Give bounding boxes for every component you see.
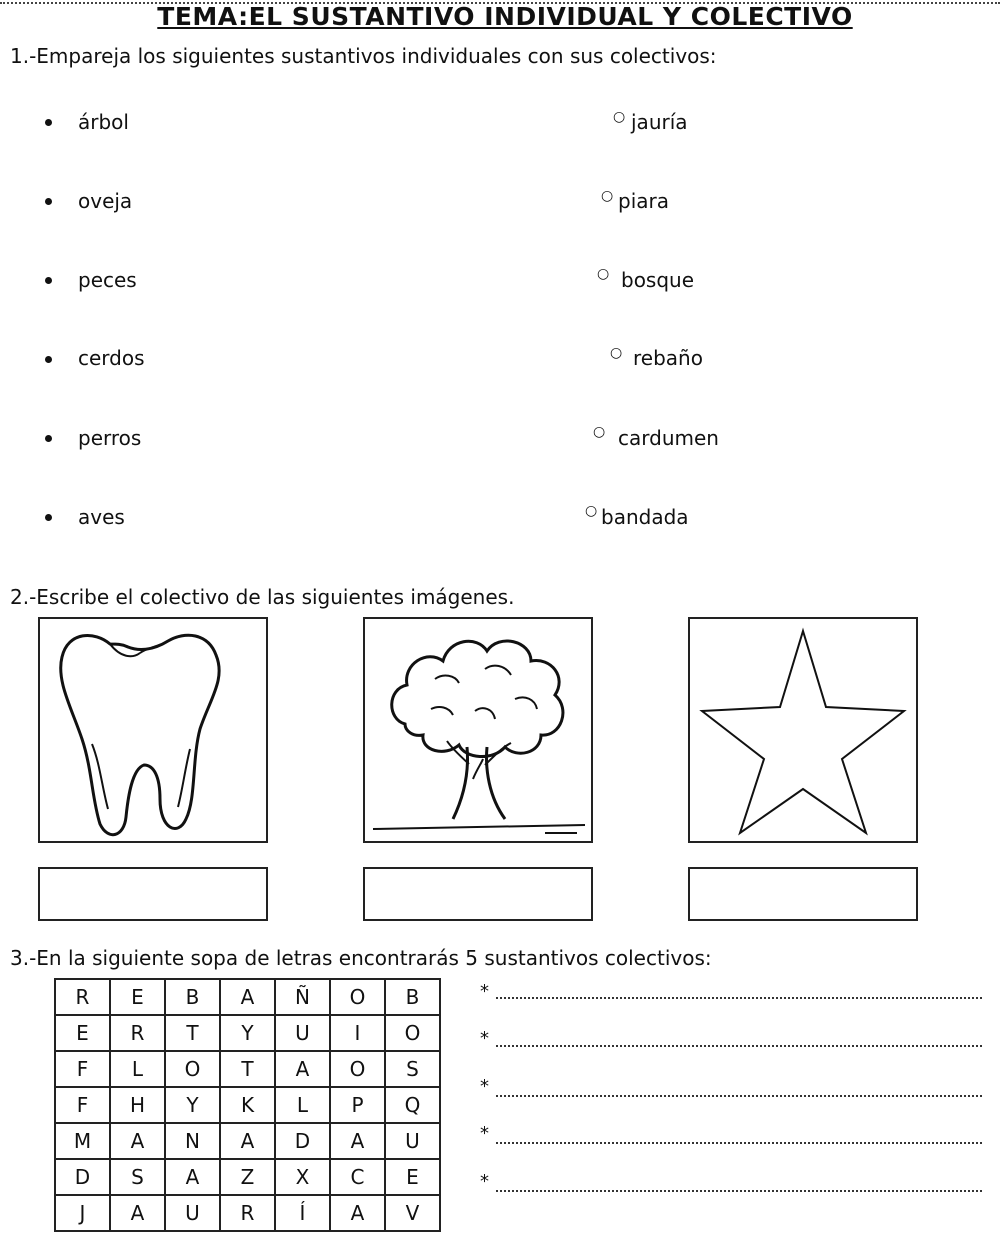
grid-cell[interactable]: L [275, 1087, 330, 1123]
grid-cell[interactable]: T [165, 1015, 220, 1051]
circle-marker-icon: ○ [613, 109, 626, 125]
grid-cell[interactable]: Z [220, 1159, 275, 1195]
tree-image-box [363, 617, 593, 843]
grid-cell[interactable]: F [55, 1087, 110, 1123]
grid-cell[interactable]: A [275, 1051, 330, 1087]
collective-item: bosque [621, 268, 695, 292]
star-icon [690, 619, 916, 841]
answer-box-tooth[interactable] [38, 867, 268, 921]
grid-cell[interactable]: E [55, 1015, 110, 1051]
grid-cell[interactable]: B [165, 979, 220, 1015]
grid-cell[interactable]: C [330, 1159, 385, 1195]
bullet-icon [45, 198, 52, 205]
tree-icon [365, 619, 591, 841]
grid-cell[interactable]: X [275, 1159, 330, 1195]
grid-cell[interactable]: U [385, 1123, 440, 1159]
grid-row [55, 1087, 440, 1123]
circle-marker-icon: ○ [585, 503, 598, 519]
grid-cell[interactable]: O [330, 979, 385, 1015]
grid-cell[interactable]: T [220, 1051, 275, 1087]
grid-cell[interactable]: D [275, 1123, 330, 1159]
grid-cell[interactable]: E [110, 979, 165, 1015]
collective-item: jauría [631, 110, 688, 134]
grid-cell[interactable]: A [110, 1195, 165, 1231]
bullet-icon [45, 119, 52, 126]
circle-marker-icon: ○ [593, 424, 606, 440]
grid-cell[interactable]: A [330, 1195, 385, 1231]
grid-cell[interactable]: Í [275, 1195, 330, 1231]
individual-item: cerdos [78, 346, 145, 370]
bullet-icon [45, 435, 52, 442]
grid-cell[interactable]: B [385, 979, 440, 1015]
individual-item: peces [78, 268, 137, 292]
answer-box-tree[interactable] [363, 867, 593, 921]
answer-line-1[interactable] [496, 997, 982, 999]
grid-cell[interactable]: R [110, 1015, 165, 1051]
star-image-box [688, 617, 918, 843]
individual-item: aves [78, 505, 125, 529]
grid-cell[interactable]: E [385, 1159, 440, 1195]
grid-cell[interactable]: P [330, 1087, 385, 1123]
answer-marker: * [480, 1076, 489, 1097]
bullet-icon [45, 514, 52, 521]
bullet-icon [45, 277, 52, 284]
page-title: TEMA:EL SUSTANTIVO INDIVIDUAL Y COLECTIVO [157, 2, 853, 31]
grid-cell[interactable]: F [55, 1051, 110, 1087]
section1-heading: 1.-Empareja los siguientes sustantivos individuales con sus colectivos: [10, 44, 717, 68]
collective-item: piara [618, 189, 669, 213]
grid-cell[interactable]: A [110, 1123, 165, 1159]
grid-row [55, 1159, 440, 1195]
grid-row [55, 1195, 440, 1231]
grid-cell[interactable]: Q [385, 1087, 440, 1123]
collective-item: bandada [601, 505, 689, 529]
bullet-icon [45, 356, 52, 363]
grid-cell[interactable]: R [55, 979, 110, 1015]
answer-box-star[interactable] [688, 867, 918, 921]
grid-cell[interactable]: A [330, 1123, 385, 1159]
grid-cell[interactable]: D [55, 1159, 110, 1195]
individual-item: árbol [78, 110, 129, 134]
answer-marker: * [480, 981, 489, 1002]
grid-cell[interactable]: A [220, 1123, 275, 1159]
answer-line-2[interactable] [496, 1045, 982, 1047]
grid-cell[interactable]: O [165, 1051, 220, 1087]
grid-cell[interactable]: M [55, 1123, 110, 1159]
grid-cell[interactable]: I [330, 1015, 385, 1051]
collective-item: cardumen [618, 426, 719, 450]
section2-heading: 2.-Escribe el colectivo de las siguientes imágenes. [10, 585, 515, 609]
individual-item: oveja [78, 189, 133, 213]
answer-marker: * [480, 1171, 489, 1192]
circle-marker-icon: ○ [601, 188, 614, 204]
grid-cell[interactable]: U [275, 1015, 330, 1051]
circle-marker-icon: ○ [597, 266, 610, 282]
grid-cell[interactable]: O [385, 1015, 440, 1051]
grid-row [55, 1015, 440, 1051]
collective-item: rebaño [633, 346, 703, 370]
grid-cell[interactable]: Ñ [275, 979, 330, 1015]
grid-row [55, 1051, 440, 1087]
grid-cell[interactable]: U [165, 1195, 220, 1231]
grid-cell[interactable]: A [220, 979, 275, 1015]
grid-cell[interactable]: O [330, 1051, 385, 1087]
grid-cell[interactable]: J [55, 1195, 110, 1231]
answer-marker: * [480, 1123, 489, 1144]
circle-marker-icon: ○ [610, 345, 623, 361]
grid-row [55, 979, 440, 1015]
answer-line-3[interactable] [496, 1095, 982, 1097]
grid-cell[interactable]: L [110, 1051, 165, 1087]
grid-cell[interactable]: Y [165, 1087, 220, 1123]
grid-cell[interactable]: R [220, 1195, 275, 1231]
answer-line-5[interactable] [496, 1190, 982, 1192]
grid-cell[interactable]: K [220, 1087, 275, 1123]
grid-row [55, 1123, 440, 1159]
grid-cell[interactable]: Y [220, 1015, 275, 1051]
grid-cell[interactable]: N [165, 1123, 220, 1159]
tooth-image-box [38, 617, 268, 843]
individual-item: perros [78, 426, 142, 450]
grid-cell[interactable]: S [385, 1051, 440, 1087]
grid-cell[interactable]: H [110, 1087, 165, 1123]
grid-cell[interactable]: S [110, 1159, 165, 1195]
grid-cell[interactable]: A [165, 1159, 220, 1195]
tooth-icon [40, 619, 266, 841]
answer-marker: * [480, 1028, 489, 1049]
answer-line-4[interactable] [496, 1142, 982, 1144]
word-search-grid [54, 978, 441, 1232]
section3-heading: 3.-En la siguiente sopa de letras encontrarás 5 sustantivos colectivos: [10, 946, 712, 970]
grid-cell[interactable]: V [385, 1195, 440, 1231]
